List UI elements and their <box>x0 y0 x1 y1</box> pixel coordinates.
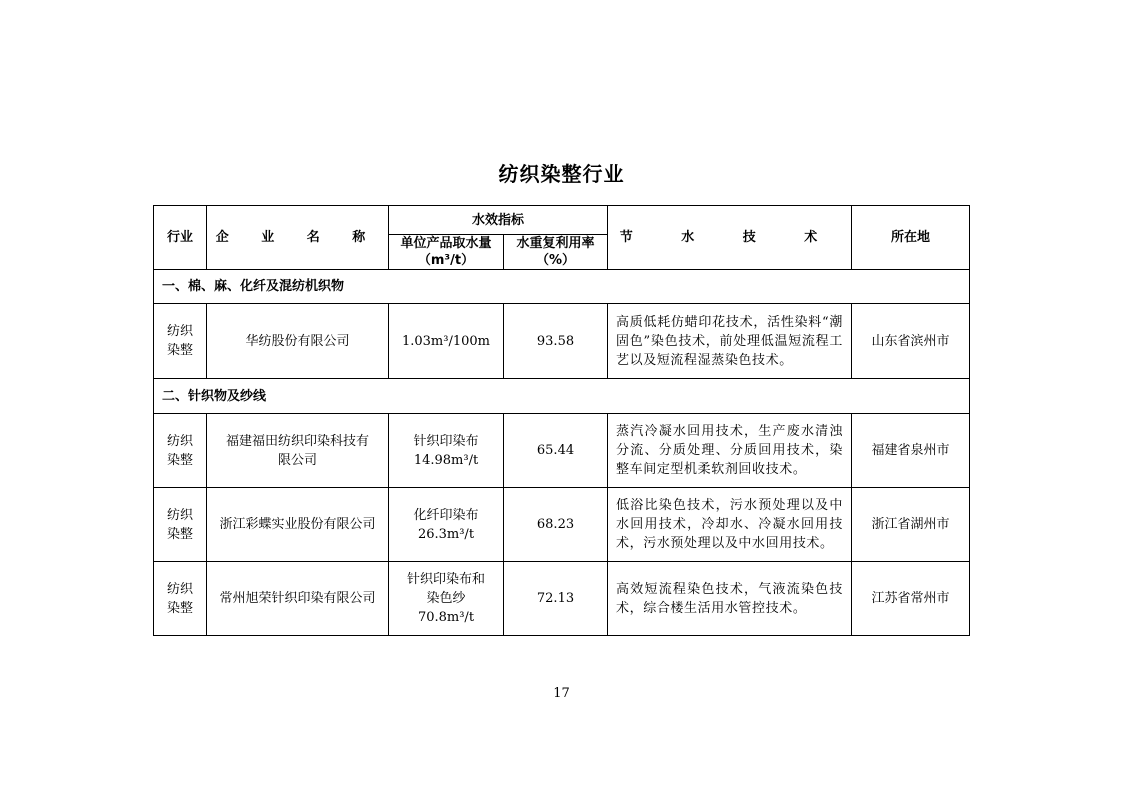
table-row <box>154 414 970 488</box>
technology-cell: 高质低耗仿蜡印花技术，活性染料“潮固色”染色技术，前处理低温短流程工艺以及短流程湿蒸染色技术。 <box>608 304 852 379</box>
header-technology: 节 水 技 术 <box>608 206 852 270</box>
header-unit-water-label: 单位产品取水量 <box>400 236 492 251</box>
header-location: 所在地 <box>852 206 970 270</box>
location-cell: 浙江省湖州市 <box>852 488 970 562</box>
technology-cell: 低浴比染色技术，污水预处理以及中水回用技术，冷却水、冷凝水回用技术，污水预处理以及中水回用技术。 <box>608 488 852 562</box>
industry-cell: 纺织染整 <box>154 304 207 379</box>
page-number: 17 <box>553 686 570 701</box>
section-row <box>154 379 970 414</box>
technology-cell: 高效短流程染色技术，气液流染色技术，综合楼生活用水管控技术。 <box>608 562 852 636</box>
industry-cell: 纺织染整 <box>154 414 207 488</box>
table-row <box>154 488 970 562</box>
header-unit-water-unit: （m³/t） <box>417 253 475 268</box>
header-reuse-rate-unit: （%） <box>535 253 576 268</box>
unit-water-cell: 1.03m³/100m <box>389 304 504 379</box>
location-cell: 江苏省常州市 <box>852 562 970 636</box>
company-cell: 浙江彩蝶实业股份有限公司 <box>207 488 389 562</box>
reuse-rate-cell: 93.58 <box>504 304 608 379</box>
industry-cell: 纺织染整 <box>154 488 207 562</box>
reuse-rate-cell: 68.23 <box>504 488 608 562</box>
table-row <box>154 304 970 379</box>
header-reuse-rate <box>504 235 608 270</box>
header-company: 企 业 名 称 <box>207 206 389 270</box>
table-row <box>154 562 970 636</box>
unit-water-cell: 针织印染布和染色纱 70.8m³/t <box>389 562 504 636</box>
technology-cell: 蒸汽冷凝水回用技术，生产废水清浊分流、分质处理、分质回用技术，染整车间定型机柔软剂回收技术。 <box>608 414 852 488</box>
company-cell: 华纺股份有限公司 <box>207 304 389 379</box>
reuse-rate-cell: 65.44 <box>504 414 608 488</box>
reuse-rate-cell: 72.13 <box>504 562 608 636</box>
location-cell: 福建省泉州市 <box>852 414 970 488</box>
section-title: 一、棉、麻、化纤及混纺机织物 <box>154 270 970 304</box>
header-row-1 <box>154 206 970 235</box>
company-cell: 福建福田纺织印染科技有限公司 <box>207 414 389 488</box>
location-cell: 山东省滨州市 <box>852 304 970 379</box>
section-row <box>154 270 970 304</box>
header-reuse-rate-label: 水重复利用率 <box>516 236 595 251</box>
header-water-index: 水效指标 <box>389 206 608 235</box>
industry-cell: 纺织染整 <box>154 562 207 636</box>
section-title: 二、针织物及纱线 <box>154 379 970 414</box>
enterprise-table <box>153 205 970 636</box>
page-title: 纺织染整行业 <box>498 162 625 186</box>
unit-water-cell: 化纤印染布 26.3m³/t <box>389 488 504 562</box>
header-industry: 行业 <box>154 206 207 270</box>
company-cell: 常州旭荣针织印染有限公司 <box>207 562 389 636</box>
unit-water-cell: 针织印染布 14.98m³/t <box>389 414 504 488</box>
header-unit-water <box>389 235 504 270</box>
